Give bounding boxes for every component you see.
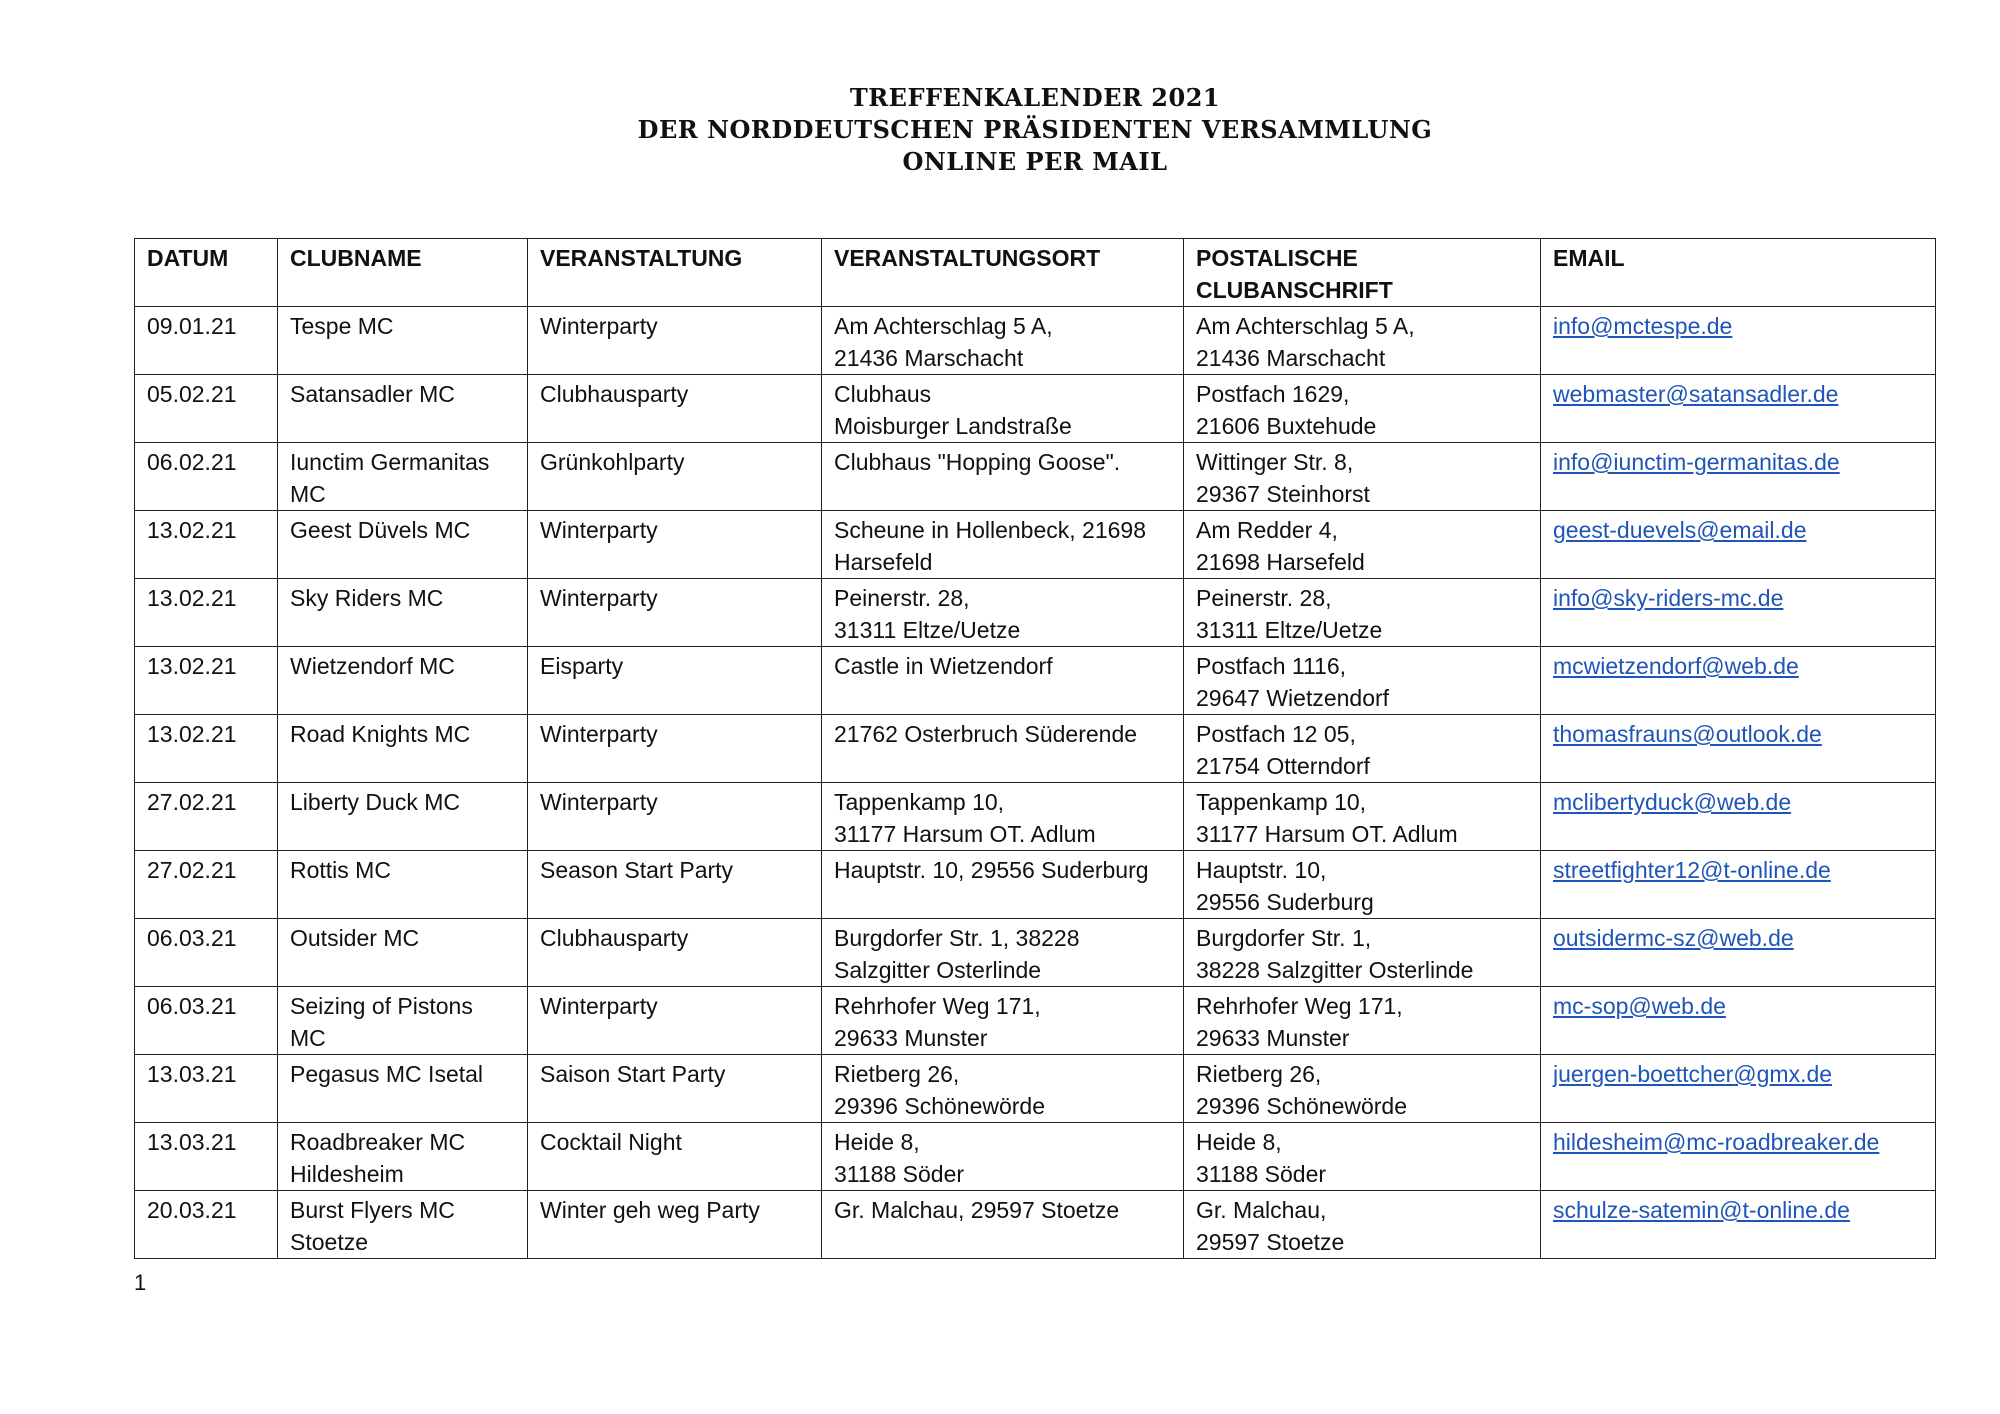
venue-line: Rietberg 26, — [834, 1061, 960, 1087]
table-row — [135, 851, 1936, 919]
postal-address-cell — [1184, 919, 1541, 987]
date-cell: 20.03.21 — [135, 1191, 278, 1259]
postal-address-line: 29633 Munster — [1196, 1025, 1350, 1051]
postal-address-cell — [1184, 1191, 1541, 1259]
table-row — [135, 1055, 1936, 1123]
clubname-line: Burst Flyers MC — [290, 1197, 455, 1223]
date-cell: 06.03.21 — [135, 919, 278, 987]
table-row — [135, 1191, 1936, 1259]
table-row — [135, 919, 1936, 987]
postal-address-line: Hauptstr. 10, — [1196, 857, 1327, 883]
email-link[interactable]: streetfighter12@t-online.de — [1553, 857, 1831, 883]
venue-cell — [822, 715, 1184, 783]
postal-address-line: 29556 Suderburg — [1196, 889, 1374, 915]
header-veranstaltungsort: VERANSTALTUNGSORT — [822, 239, 1184, 307]
clubname-cell — [278, 307, 528, 375]
email-link[interactable]: webmaster@satansadler.de — [1553, 381, 1839, 407]
venue-line: Rehrhofer Weg 171, — [834, 993, 1041, 1019]
email-cell — [1541, 307, 1936, 375]
clubname-cell — [278, 987, 528, 1055]
clubname-line: Roadbreaker MC — [290, 1129, 466, 1155]
email-cell — [1541, 919, 1936, 987]
clubname-line: Sky Riders MC — [290, 585, 444, 611]
table-row — [135, 1123, 1936, 1191]
venue-line: Clubhaus — [834, 381, 932, 407]
venue-cell — [822, 987, 1184, 1055]
email-link[interactable]: info@iunctim-germanitas.de — [1553, 449, 1840, 475]
clubname-cell — [278, 1055, 528, 1123]
clubname-cell — [278, 375, 528, 443]
page-number: 1 — [134, 1270, 147, 1295]
table-row — [135, 443, 1936, 511]
email-link[interactable]: hildesheim@mc-roadbreaker.de — [1553, 1129, 1880, 1155]
venue-line: Heide 8, — [834, 1129, 920, 1155]
venue-cell — [822, 1123, 1184, 1191]
clubname-line: Liberty Duck MC — [290, 789, 460, 815]
clubname-cell — [278, 919, 528, 987]
email-cell — [1541, 443, 1936, 511]
postal-address-line: Am Redder 4, — [1196, 517, 1338, 543]
postal-address-line: Wittinger Str. 8, — [1196, 449, 1354, 475]
venue-line: Scheune in Hollenbeck, 21698 — [834, 517, 1147, 543]
venue-line: Burgdorfer Str. 1, 38228 — [834, 925, 1080, 951]
event-cell: Saison Start Party — [528, 1055, 822, 1123]
email-cell — [1541, 1123, 1936, 1191]
clubname-line: Rottis MC — [290, 857, 391, 883]
email-cell — [1541, 511, 1936, 579]
email-cell — [1541, 783, 1936, 851]
venue-cell — [822, 579, 1184, 647]
venue-cell — [822, 647, 1184, 715]
email-cell — [1541, 647, 1936, 715]
postal-address-line: 29367 Steinhorst — [1196, 481, 1370, 507]
email-link[interactable]: info@sky-riders-mc.de — [1553, 585, 1784, 611]
clubname-cell — [278, 579, 528, 647]
clubname-line: Satansadler MC — [290, 381, 455, 407]
clubname-line: Iunctim Germanitas — [290, 449, 490, 475]
clubname-line: MC — [290, 1025, 326, 1051]
venue-line: 29633 Munster — [834, 1025, 988, 1051]
postal-address-line: Postfach 1116, — [1196, 653, 1347, 679]
date-cell: 13.03.21 — [135, 1123, 278, 1191]
postal-address-line: Gr. Malchau, — [1196, 1197, 1327, 1223]
email-link[interactable]: geest-duevels@email.de — [1553, 517, 1807, 543]
clubname-line: MC — [290, 481, 326, 507]
postal-address-cell — [1184, 715, 1541, 783]
table-row — [135, 375, 1936, 443]
email-link[interactable]: mcwietzendorf@web.de — [1553, 653, 1799, 679]
email-cell — [1541, 715, 1936, 783]
header-anschrift: POSTALISCHE CLUBANSCHRIFT — [1184, 239, 1541, 307]
email-link[interactable]: thomasfrauns@outlook.de — [1553, 721, 1822, 747]
email-cell — [1541, 375, 1936, 443]
postal-address-line: Burgdorfer Str. 1, — [1196, 925, 1372, 951]
postal-address-cell — [1184, 1123, 1541, 1191]
clubname-line: Geest Düvels MC — [290, 517, 471, 543]
venue-line: 29396 Schönewörde — [834, 1093, 1045, 1119]
event-cell: Winterparty — [528, 715, 822, 783]
postal-address-line: 29597 Stoetze — [1196, 1229, 1345, 1255]
event-cell: Eisparty — [528, 647, 822, 715]
postal-address-cell — [1184, 851, 1541, 919]
clubname-line: Hildesheim — [290, 1161, 404, 1187]
table-row — [135, 783, 1936, 851]
event-cell: Season Start Party — [528, 851, 822, 919]
postal-address-line: Rehrhofer Weg 171, — [1196, 993, 1403, 1019]
event-cell: Grünkohlparty — [528, 443, 822, 511]
venue-cell — [822, 307, 1184, 375]
header-row — [135, 239, 1936, 307]
postal-address-line: 31177 Harsum OT. Adlum — [1196, 821, 1458, 847]
postal-address-line: 21606 Buxtehude — [1196, 413, 1377, 439]
venue-line: Moisburger Landstraße — [834, 413, 1072, 439]
clubname-cell — [278, 783, 528, 851]
postal-address-line: 29647 Wietzendorf — [1196, 685, 1390, 711]
venue-line: Clubhaus "Hopping Goose". — [834, 449, 1121, 475]
email-link[interactable]: info@mctespe.de — [1553, 313, 1733, 339]
clubname-line: Seizing of Pistons — [290, 993, 473, 1019]
postal-address-line: Tappenkamp 10, — [1196, 789, 1367, 815]
clubname-cell — [278, 511, 528, 579]
postal-address-cell — [1184, 443, 1541, 511]
title-line-3: ONLINE PER MAIL — [902, 147, 1168, 176]
venue-cell — [822, 1055, 1184, 1123]
date-cell: 13.02.21 — [135, 647, 278, 715]
email-cell — [1541, 987, 1936, 1055]
postal-address-line: 31311 Eltze/Uetze — [1196, 617, 1383, 643]
postal-address-cell — [1184, 307, 1541, 375]
postal-address-line: Am Achterschlag 5 A, — [1196, 313, 1415, 339]
clubname-line: Tespe MC — [290, 313, 394, 339]
postal-address-cell — [1184, 375, 1541, 443]
event-cell: Winterparty — [528, 579, 822, 647]
postal-address-cell — [1184, 579, 1541, 647]
venue-line: Am Achterschlag 5 A, — [834, 313, 1053, 339]
clubname-line: Stoetze — [290, 1229, 368, 1255]
venue-line: 31177 Harsum OT. Adlum — [834, 821, 1096, 847]
clubname-cell — [278, 1123, 528, 1191]
clubname-cell — [278, 715, 528, 783]
header-veranstaltung: VERANSTALTUNG — [528, 239, 822, 307]
postal-address-line: 21436 Marschacht — [1196, 345, 1386, 371]
postal-address-cell — [1184, 511, 1541, 579]
venue-line: 21762 Osterbruch Süderende — [834, 721, 1138, 747]
postal-address-line: 38228 Salzgitter Osterlinde — [1196, 957, 1474, 983]
event-cell: Cocktail Night — [528, 1123, 822, 1191]
clubname-line: Pegasus MC Isetal — [290, 1061, 484, 1087]
event-cell: Clubhausparty — [528, 919, 822, 987]
postal-address-line: 31188 Söder — [1196, 1161, 1327, 1187]
postal-address-cell — [1184, 783, 1541, 851]
table-row — [135, 511, 1936, 579]
event-cell: Winterparty — [528, 307, 822, 375]
table-row — [135, 307, 1936, 375]
email-link[interactable]: juergen-boettcher@gmx.de — [1553, 1061, 1833, 1087]
venue-line: Gr. Malchau, 29597 Stoetze — [834, 1197, 1120, 1223]
venue-cell — [822, 511, 1184, 579]
email-cell — [1541, 1055, 1936, 1123]
venue-cell — [822, 851, 1184, 919]
title-line-2: DER NORDDEUTSCHEN PRÄSIDENTEN VERSAMMLUNG — [637, 115, 1433, 144]
date-cell: 13.02.21 — [135, 511, 278, 579]
email-cell — [1541, 579, 1936, 647]
event-cell: Winterparty — [528, 783, 822, 851]
venue-line: 21436 Marschacht — [834, 345, 1024, 371]
clubname-cell — [278, 851, 528, 919]
clubname-line: Wietzendorf MC — [290, 653, 455, 679]
table-row — [135, 579, 1936, 647]
postal-address-line: 29396 Schönewörde — [1196, 1093, 1407, 1119]
table-row — [135, 715, 1936, 783]
email-link[interactable]: mc-sop@web.de — [1553, 993, 1726, 1019]
date-cell: 13.02.21 — [135, 579, 278, 647]
postal-address-line: Postfach 12 05, — [1196, 721, 1356, 747]
clubname-line: Outsider MC — [290, 925, 420, 951]
email-link[interactable]: outsidermc-sz@web.de — [1553, 925, 1794, 951]
postal-address-line: 21754 Otterndorf — [1196, 753, 1370, 779]
date-cell: 27.02.21 — [135, 783, 278, 851]
date-cell: 06.02.21 — [135, 443, 278, 511]
venue-line: Peinerstr. 28, — [834, 585, 970, 611]
email-link[interactable]: mclibertyduck@web.de — [1553, 789, 1792, 815]
venue-cell — [822, 783, 1184, 851]
clubname-cell — [278, 1191, 528, 1259]
header-clubname: CLUBNAME — [278, 239, 528, 307]
date-cell: 06.03.21 — [135, 987, 278, 1055]
clubname-cell — [278, 647, 528, 715]
venue-line: Salzgitter Osterlinde — [834, 957, 1042, 983]
header-email: EMAIL — [1541, 239, 1936, 307]
event-cell: Clubhausparty — [528, 375, 822, 443]
venue-line: 31188 Söder — [834, 1161, 965, 1187]
event-cell: Winterparty — [528, 511, 822, 579]
email-cell — [1541, 1191, 1936, 1259]
venue-cell — [822, 375, 1184, 443]
email-link[interactable]: schulze-satemin@t-online.de — [1553, 1197, 1850, 1223]
postal-address-line: Heide 8, — [1196, 1129, 1282, 1155]
postal-address-cell — [1184, 1055, 1541, 1123]
date-cell: 09.01.21 — [135, 307, 278, 375]
document-title — [0, 82, 2000, 178]
events-body — [135, 307, 1936, 1259]
postal-address-line: Peinerstr. 28, — [1196, 585, 1332, 611]
header-datum: DATUM — [135, 239, 278, 307]
postal-address-cell — [1184, 987, 1541, 1055]
event-cell: Winter geh weg Party — [528, 1191, 822, 1259]
event-cell: Winterparty — [528, 987, 822, 1055]
clubname-line: Road Knights MC — [290, 721, 471, 747]
venue-line: Castle in Wietzendorf — [834, 653, 1053, 679]
date-cell: 13.02.21 — [135, 715, 278, 783]
venue-line: Hauptstr. 10, 29556 Suderburg — [834, 857, 1149, 883]
table-row — [135, 987, 1936, 1055]
title-line-1: TREFFENKALENDER 2021 — [849, 83, 1221, 112]
date-cell: 27.02.21 — [135, 851, 278, 919]
clubname-cell — [278, 443, 528, 511]
postal-address-line: Postfach 1629, — [1196, 381, 1350, 407]
venue-cell — [822, 1191, 1184, 1259]
date-cell: 05.02.21 — [135, 375, 278, 443]
venue-line: Tappenkamp 10, — [834, 789, 1005, 815]
events-table — [134, 238, 1936, 1259]
postal-address-line: Rietberg 26, — [1196, 1061, 1322, 1087]
postal-address-cell — [1184, 647, 1541, 715]
postal-address-line: 21698 Harsefeld — [1196, 549, 1365, 575]
email-cell — [1541, 851, 1936, 919]
venue-cell — [822, 919, 1184, 987]
table-row — [135, 647, 1936, 715]
venue-cell — [822, 443, 1184, 511]
venue-line: Harsefeld — [834, 549, 933, 575]
date-cell: 13.03.21 — [135, 1055, 278, 1123]
venue-line: 31311 Eltze/Uetze — [834, 617, 1021, 643]
